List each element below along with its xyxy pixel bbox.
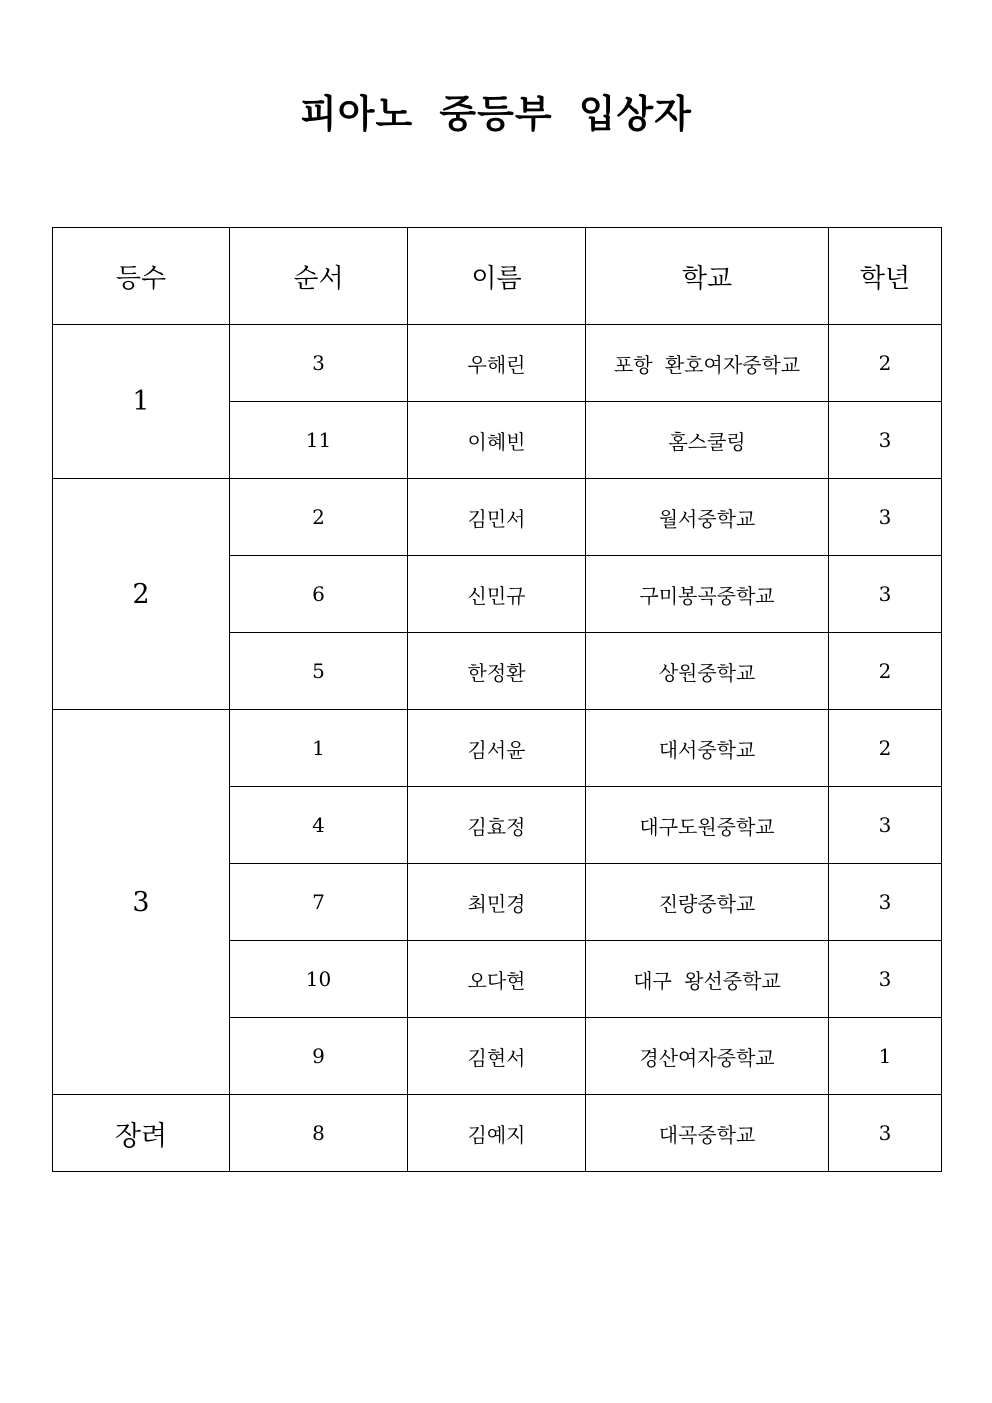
grade-cell: 2 (829, 633, 942, 710)
name-cell: 김효정 (408, 787, 586, 864)
grade-cell: 3 (829, 941, 942, 1018)
header-grade: 학년 (829, 228, 942, 325)
order-cell: 6 (230, 556, 408, 633)
school-cell: 포항 환호여자중학교 (586, 325, 829, 402)
name-cell: 김예지 (408, 1095, 586, 1172)
school-cell: 상원중학교 (586, 633, 829, 710)
header-rank: 등수 (53, 228, 230, 325)
grade-cell: 2 (829, 710, 942, 787)
order-cell: 3 (230, 325, 408, 402)
school-cell: 구미봉곡중학교 (586, 556, 829, 633)
school-cell: 대서중학교 (586, 710, 829, 787)
order-cell: 10 (230, 941, 408, 1018)
order-cell: 7 (230, 864, 408, 941)
name-cell: 김서윤 (408, 710, 586, 787)
school-cell: 대곡중학교 (586, 1095, 829, 1172)
header-order: 순서 (230, 228, 408, 325)
name-cell: 이혜빈 (408, 402, 586, 479)
table-row (53, 325, 942, 402)
header-row (53, 228, 942, 325)
grade-cell: 3 (829, 402, 942, 479)
order-cell: 8 (230, 1095, 408, 1172)
grade-cell: 3 (829, 787, 942, 864)
header-school: 학교 (586, 228, 829, 325)
order-cell: 4 (230, 787, 408, 864)
school-cell: 대구 왕선중학교 (586, 941, 829, 1018)
name-cell: 김현서 (408, 1018, 586, 1095)
school-cell: 홈스쿨링 (586, 402, 829, 479)
table-row (53, 479, 942, 556)
page-title: 피아노 중등부 입상자 (300, 92, 692, 136)
school-cell: 경산여자중학교 (586, 1018, 829, 1095)
order-cell: 2 (230, 479, 408, 556)
table-row (53, 710, 942, 787)
order-cell: 9 (230, 1018, 408, 1095)
name-cell: 우해린 (408, 325, 586, 402)
name-cell: 최민경 (408, 864, 586, 941)
order-cell: 5 (230, 633, 408, 710)
grade-cell: 3 (829, 1095, 942, 1172)
order-cell: 1 (230, 710, 408, 787)
rank-cell: 1 (53, 325, 230, 479)
name-cell: 오다현 (408, 941, 586, 1018)
grade-cell: 3 (829, 556, 942, 633)
school-cell: 진량중학교 (586, 864, 829, 941)
name-cell: 김민서 (408, 479, 586, 556)
order-cell: 11 (230, 402, 408, 479)
grade-cell: 2 (829, 325, 942, 402)
grade-cell: 3 (829, 864, 942, 941)
school-cell: 대구도원중학교 (586, 787, 829, 864)
grade-cell: 1 (829, 1018, 942, 1095)
rank-cell: 2 (53, 479, 230, 710)
rank-cell: 장려 (53, 1095, 230, 1172)
school-cell: 월서중학교 (586, 479, 829, 556)
name-cell: 신민규 (408, 556, 586, 633)
results-table (52, 227, 942, 1172)
rank-cell: 3 (53, 710, 230, 1095)
grade-cell: 3 (829, 479, 942, 556)
header-name: 이름 (408, 228, 586, 325)
table-row (53, 1095, 942, 1172)
name-cell: 한정환 (408, 633, 586, 710)
